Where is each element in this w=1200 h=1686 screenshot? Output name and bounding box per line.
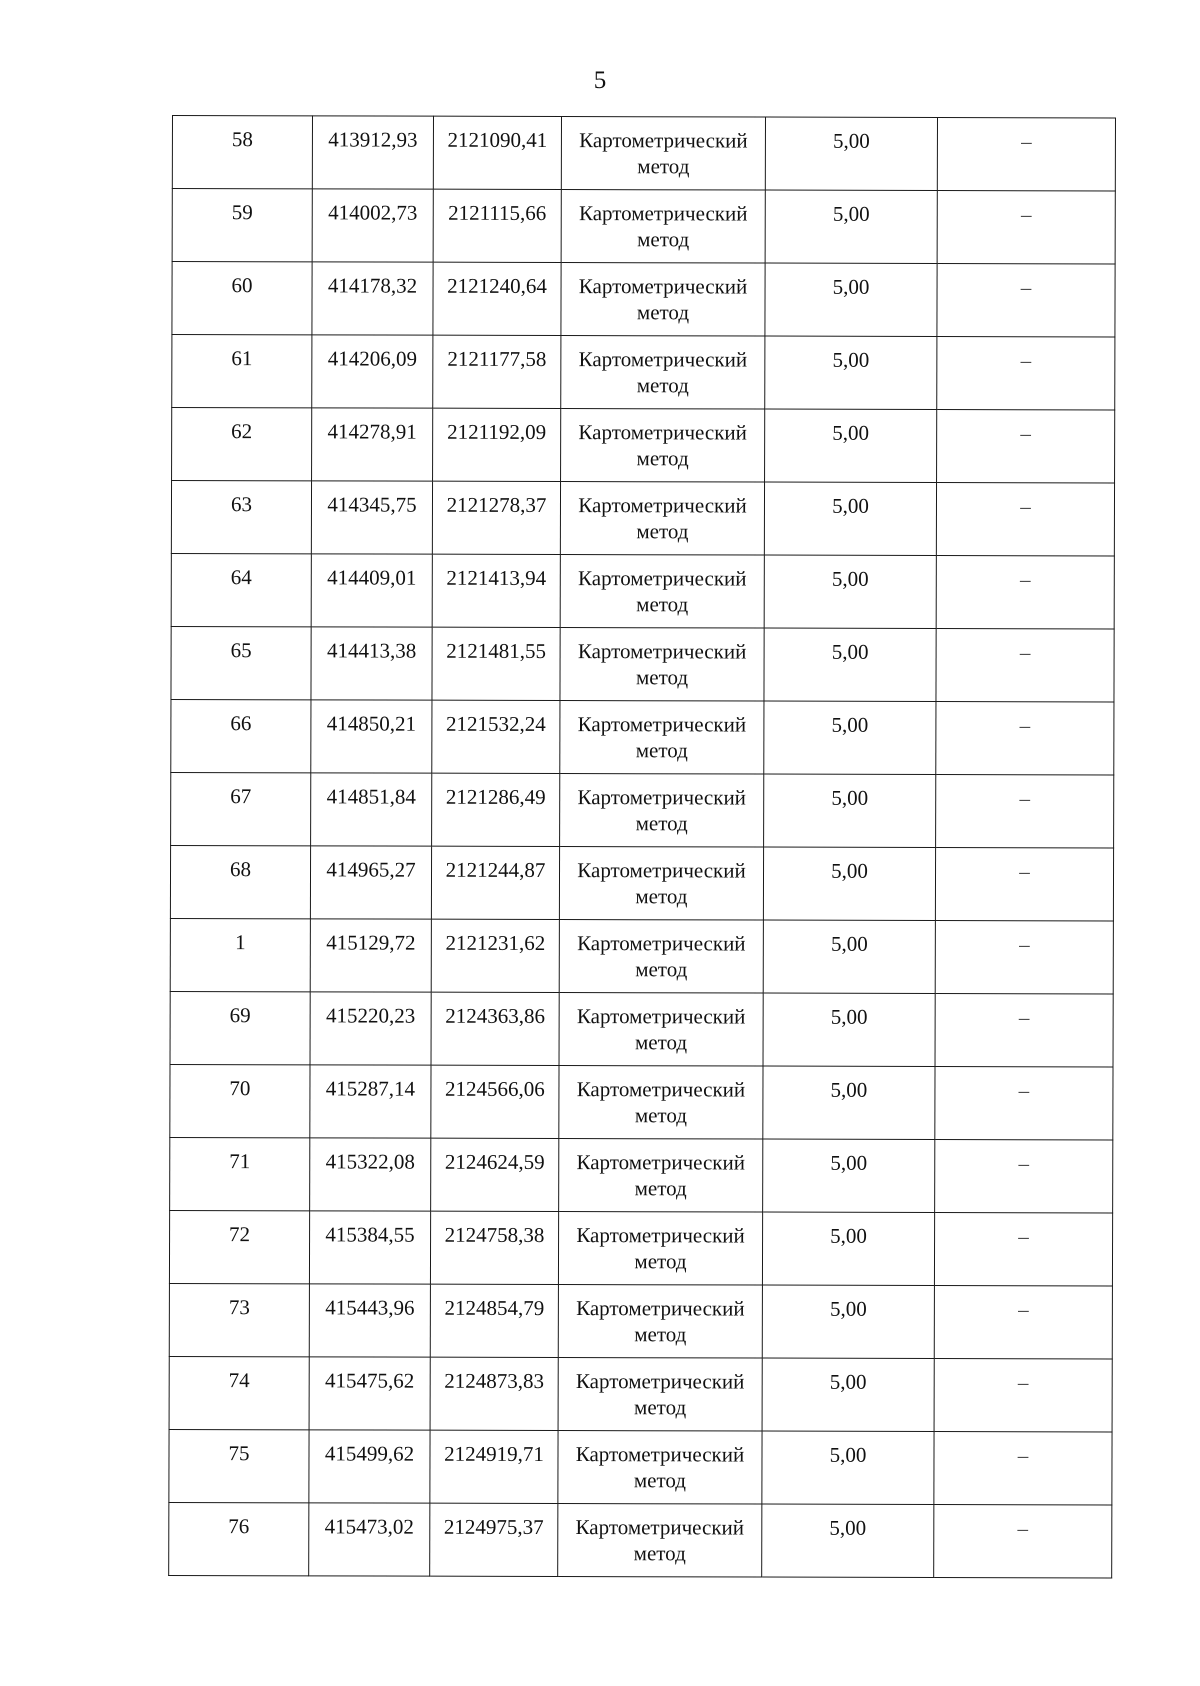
point-number-cell: 64 <box>171 553 311 626</box>
method-cell: Картометрический метод <box>561 263 765 337</box>
method-cell: Картометрический метод <box>558 1431 762 1505</box>
point-number-cell: 58 <box>172 116 312 189</box>
x-coordinate-cell: 415384,55 <box>309 1211 430 1284</box>
point-number-cell: 75 <box>169 1429 309 1502</box>
point-number-cell: 62 <box>172 408 312 481</box>
y-coordinate-cell: 2121231,62 <box>431 919 559 992</box>
method-cell: Картометрический метод <box>560 555 764 629</box>
accuracy-cell: 5,00 <box>764 774 936 847</box>
point-number-cell: 74 <box>169 1356 309 1429</box>
x-coordinate-cell: 414178,32 <box>312 262 433 335</box>
table-row <box>170 1064 1113 1139</box>
accuracy-cell: 5,00 <box>765 263 937 336</box>
accuracy-cell: 5,00 <box>765 336 937 409</box>
method-cell: Картометрический метод <box>558 1212 762 1286</box>
table-row <box>170 845 1113 920</box>
accuracy-cell: 5,00 <box>762 1431 934 1504</box>
description-cell: – <box>934 1358 1112 1431</box>
y-coordinate-cell: 2124975,37 <box>430 1503 558 1576</box>
point-number-cell: 66 <box>171 699 311 772</box>
description-cell: – <box>936 629 1114 702</box>
y-coordinate-cell: 2121481,55 <box>432 627 560 700</box>
table-row <box>172 408 1115 483</box>
x-coordinate-cell: 415473,02 <box>309 1503 430 1576</box>
table-row <box>172 262 1115 337</box>
table-row <box>172 116 1115 191</box>
accuracy-cell: 5,00 <box>762 1358 934 1431</box>
x-coordinate-cell: 413912,93 <box>312 116 433 189</box>
method-cell: Картометрический метод <box>560 774 764 848</box>
point-number-cell: 59 <box>172 189 312 262</box>
x-coordinate-cell: 414002,73 <box>312 189 433 262</box>
x-coordinate-cell: 415220,23 <box>310 992 431 1065</box>
description-cell: – <box>937 264 1115 337</box>
y-coordinate-cell: 2124566,06 <box>431 1065 559 1138</box>
point-number-cell: 61 <box>172 335 312 408</box>
y-coordinate-cell: 2121286,49 <box>432 773 560 846</box>
y-coordinate-cell: 2121240,64 <box>433 262 561 335</box>
accuracy-cell: 5,00 <box>765 409 937 482</box>
table-row <box>171 626 1114 701</box>
y-coordinate-cell: 2124919,71 <box>430 1430 558 1503</box>
table-row <box>171 481 1114 556</box>
table-row <box>169 1502 1112 1577</box>
description-cell: – <box>935 848 1113 921</box>
description-cell: – <box>936 556 1114 629</box>
description-cell: – <box>936 775 1114 848</box>
point-number-cell: 71 <box>170 1137 310 1210</box>
method-cell: Картометрический метод <box>561 336 765 410</box>
description-cell: – <box>937 410 1115 483</box>
table-row <box>169 1210 1112 1285</box>
method-cell: Картометрический метод <box>560 482 764 556</box>
accuracy-cell: 5,00 <box>763 1066 935 1139</box>
x-coordinate-cell: 415475,62 <box>309 1357 430 1430</box>
table-row <box>171 772 1114 847</box>
table-row <box>170 1137 1113 1212</box>
description-cell: – <box>935 921 1113 994</box>
accuracy-cell: 5,00 <box>762 1212 934 1285</box>
method-cell: Картометрический метод <box>559 993 763 1067</box>
x-coordinate-cell: 414413,38 <box>311 627 432 700</box>
x-coordinate-cell: 415129,72 <box>310 919 431 992</box>
accuracy-cell: 5,00 <box>765 117 937 190</box>
accuracy-cell: 5,00 <box>763 993 935 1066</box>
description-cell: – <box>935 994 1113 1067</box>
y-coordinate-cell: 2121192,09 <box>433 408 561 481</box>
y-coordinate-cell: 2121532,24 <box>432 700 560 773</box>
accuracy-cell: 5,00 <box>764 628 936 701</box>
point-number-cell: 72 <box>169 1210 309 1283</box>
x-coordinate-cell: 414278,91 <box>312 408 433 481</box>
method-cell: Картометрический метод <box>560 628 764 702</box>
y-coordinate-cell: 2121090,41 <box>433 116 561 189</box>
table-row <box>171 699 1114 774</box>
table-row <box>169 1283 1112 1358</box>
description-cell: – <box>937 337 1115 410</box>
x-coordinate-cell: 415322,08 <box>310 1138 431 1211</box>
description-cell: – <box>935 1067 1113 1140</box>
method-cell: Картометрический метод <box>559 920 763 994</box>
point-number-cell: 67 <box>171 772 311 845</box>
coordinates-table-body <box>169 116 1116 1578</box>
y-coordinate-cell: 2124854,79 <box>430 1284 558 1357</box>
x-coordinate-cell: 415443,96 <box>309 1284 430 1357</box>
description-cell: – <box>934 1286 1112 1359</box>
point-number-cell: 70 <box>170 1064 310 1137</box>
y-coordinate-cell: 2121244,87 <box>431 846 559 919</box>
method-cell: Картометрический метод <box>560 701 764 775</box>
point-number-cell: 60 <box>172 262 312 335</box>
method-cell: Картометрический метод <box>561 117 765 191</box>
x-coordinate-cell: 415499,62 <box>309 1430 430 1503</box>
table-row <box>169 1429 1112 1504</box>
y-coordinate-cell: 2124624,59 <box>431 1138 559 1211</box>
point-number-cell: 68 <box>170 845 310 918</box>
description-cell: – <box>934 1213 1112 1286</box>
description-cell: – <box>936 483 1114 556</box>
y-coordinate-cell: 2121115,66 <box>433 189 561 262</box>
accuracy-cell: 5,00 <box>762 1285 934 1358</box>
accuracy-cell: 5,00 <box>764 482 936 555</box>
point-number-cell: 76 <box>169 1502 309 1575</box>
method-cell: Картометрический метод <box>558 1358 762 1432</box>
x-coordinate-cell: 414206,09 <box>312 335 433 408</box>
accuracy-cell: 5,00 <box>763 920 935 993</box>
method-cell: Картометрический метод <box>561 409 765 483</box>
y-coordinate-cell: 2124873,83 <box>430 1357 558 1430</box>
y-coordinate-cell: 2124758,38 <box>430 1211 558 1284</box>
accuracy-cell: 5,00 <box>763 847 935 920</box>
table-row <box>171 553 1114 628</box>
x-coordinate-cell: 414345,75 <box>311 481 432 554</box>
accuracy-cell: 5,00 <box>765 190 937 263</box>
point-number-cell: 65 <box>171 626 311 699</box>
method-cell: Картометрический метод <box>559 1139 763 1213</box>
accuracy-cell: 5,00 <box>762 1504 934 1577</box>
x-coordinate-cell: 414965,27 <box>310 846 431 919</box>
y-coordinate-cell: 2121413,94 <box>432 554 560 627</box>
method-cell: Картометрический метод <box>558 1504 762 1578</box>
method-cell: Картометрический метод <box>559 847 763 921</box>
point-number-cell: 73 <box>169 1283 309 1356</box>
x-coordinate-cell: 414851,84 <box>311 773 432 846</box>
description-cell: – <box>937 118 1115 191</box>
table-row <box>169 1356 1112 1431</box>
description-cell: – <box>935 1140 1113 1213</box>
point-number-cell: 1 <box>170 918 310 991</box>
method-cell: Картометрический метод <box>558 1285 762 1359</box>
description-cell: – <box>934 1431 1112 1504</box>
accuracy-cell: 5,00 <box>763 1139 935 1212</box>
y-coordinate-cell: 2124363,86 <box>431 992 559 1065</box>
point-number-cell: 69 <box>170 991 310 1064</box>
point-number-cell: 63 <box>171 481 311 554</box>
table-row <box>170 918 1113 993</box>
x-coordinate-cell: 414850,21 <box>311 700 432 773</box>
page-number: 5 <box>593 67 607 94</box>
description-cell: – <box>934 1504 1112 1577</box>
y-coordinate-cell: 2121177,58 <box>433 335 561 408</box>
method-cell: Картометрический метод <box>559 1066 763 1140</box>
coordinates-table <box>168 115 1116 1578</box>
accuracy-cell: 5,00 <box>764 701 936 774</box>
x-coordinate-cell: 414409,01 <box>311 554 432 627</box>
table-row <box>170 991 1113 1066</box>
table-row <box>172 335 1115 410</box>
accuracy-cell: 5,00 <box>764 555 936 628</box>
description-cell: – <box>936 702 1114 775</box>
table-row <box>172 189 1115 264</box>
description-cell: – <box>937 191 1115 264</box>
x-coordinate-cell: 415287,14 <box>310 1065 431 1138</box>
y-coordinate-cell: 2121278,37 <box>432 481 560 554</box>
method-cell: Картометрический метод <box>561 190 765 264</box>
